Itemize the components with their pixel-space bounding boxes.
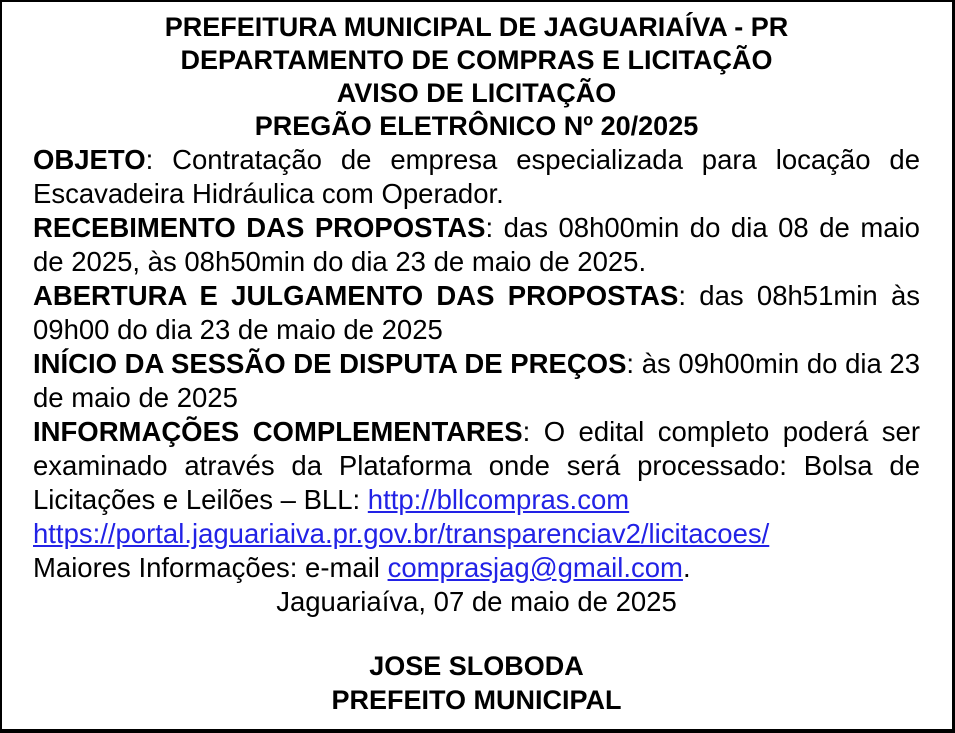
recebimento-text: : das 08h00min do dia 08 de maio de 2025, às 08h50min do dia 23 de maio de 2025. <box>33 212 920 277</box>
document-body <box>33 143 920 619</box>
abertura-text: : das 08h51min às 09h00 do dia 23 de maio de 2025 <box>33 280 920 345</box>
objeto-label: OBJETO <box>33 144 146 175</box>
inicio-disputa-label: INÍCIO DA SESSÃO DE DISPUTA DE PREÇOS <box>33 348 627 379</box>
document-header <box>33 11 920 143</box>
header-departamento: DEPARTAMENTO DE COMPRAS E LICITAÇÃO <box>180 45 773 75</box>
objeto-text: : Contratação de empresa especializada para locação de Escavadeira Hidráulica com Operador. <box>33 144 920 209</box>
abertura-label: ABERTURA E JULGAMENTO DAS PROPOSTAS <box>33 280 679 311</box>
portal-transparencia-link[interactable]: https://portal.jaguariaiva.pr.gov.br/transparenciav2/licitacoes/ <box>33 518 770 549</box>
paragraph-abertura <box>33 279 920 347</box>
inicio-disputa-text: : às 09h00min do dia 23 de maio de 2025 <box>33 348 921 413</box>
signature-name: JOSE SLOBODA <box>369 651 584 681</box>
informacoes-text: : O edital completo poderá ser examinado através da Plataforma onde será processado: Bolsa de Licitações e Leilões – BLL: <box>33 416 920 515</box>
recebimento-label: RECEBIMENTO DAS PROPOSTAS <box>33 212 486 243</box>
paragraph-informacoes <box>33 415 920 517</box>
paragraph-portal-link <box>33 517 920 551</box>
informacoes-label: INFORMAÇÕES COMPLEMENTARES <box>33 416 523 447</box>
paragraph-objeto <box>33 143 920 211</box>
paragraph-recebimento <box>33 211 920 279</box>
paragraph-inicio-disputa <box>33 347 920 415</box>
paragraph-maiores-informacoes <box>33 551 920 585</box>
maiores-informacoes-text: Maiores Informações: e-mail <box>33 552 388 583</box>
bll-compras-link[interactable]: http://bllcompras.com <box>367 484 630 515</box>
signature-block <box>33 649 920 717</box>
maiores-informacoes-suffix: . <box>682 552 691 583</box>
header-orgao: PREFEITURA MUNICIPAL DE JAGUARIAÍVA - PR <box>164 12 789 42</box>
email-link[interactable]: comprasjag@gmail.com <box>387 552 683 583</box>
date-line: Jaguariaíva, 07 de maio de 2025 <box>276 586 677 617</box>
header-aviso: AVISO DE LICITAÇÃO <box>336 78 617 108</box>
header-pregao-numero: PREGÃO ELETRÔNICO Nº 20/2025 <box>254 111 699 141</box>
signature-title: PREFEITO MUNICIPAL <box>331 685 622 715</box>
